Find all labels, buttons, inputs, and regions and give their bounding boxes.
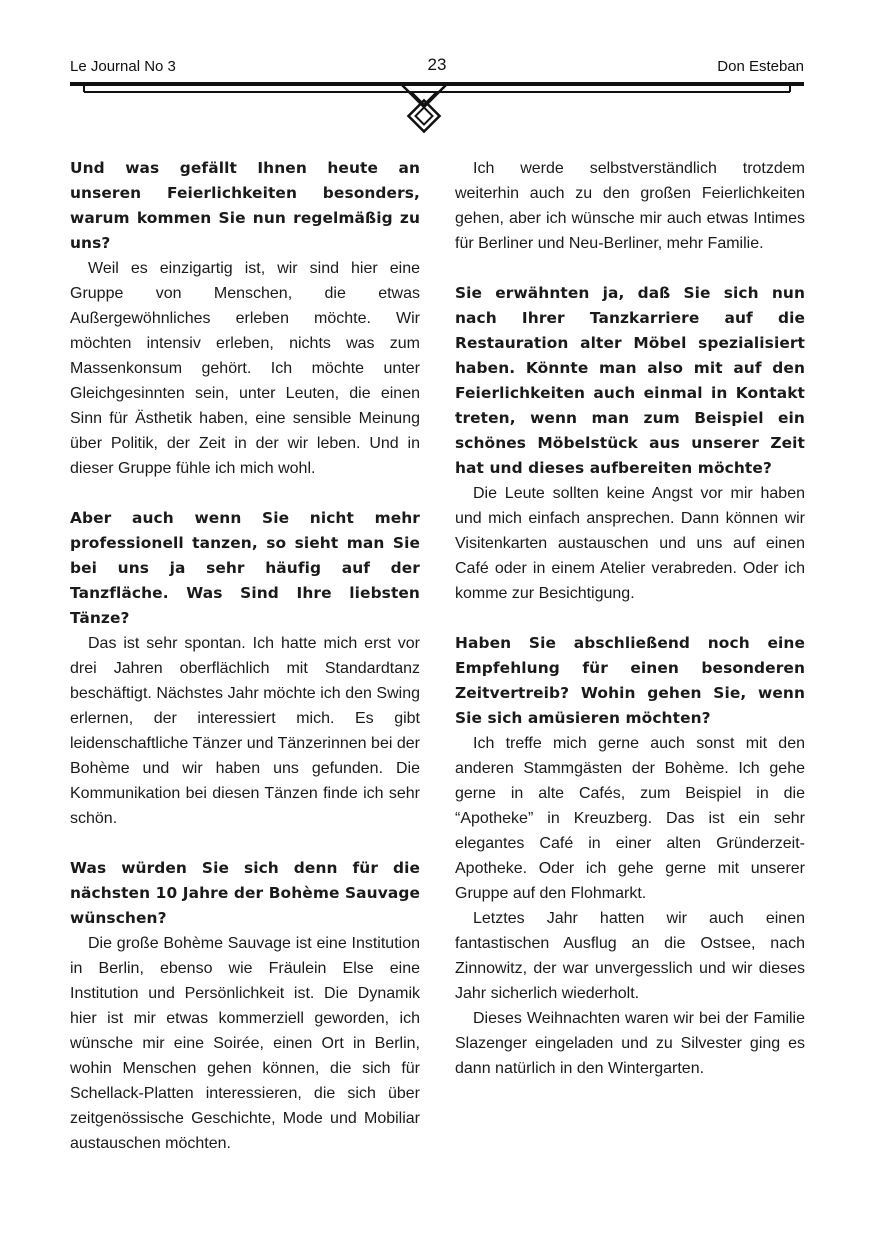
author-name: Don Esteban [717, 58, 804, 75]
journal-title: Le Journal No 3 [70, 58, 176, 75]
right-column [455, 156, 805, 1081]
answer-4: Die Leute sollten keine Angst vor mir haben und mich einfach ansprechen. Dann können wir Visitenkarten austauschen und uns auf einen Café oder in einem Atelier verabreden. Oder ich komme zur Besichtigung. [455, 485, 805, 602]
question-1: Und was gefällt Ihnen heute an unseren Feierlichkeiten besonders, warum kommen Sie nun regelmäßig zu uns? [70, 159, 420, 252]
header-ornament-divider [68, 78, 806, 134]
question-5: Haben Sie abschließend noch eine Empfehlung für einen besonderen Zeitvertreib? Wohin gehen Sie, wenn Sie sich amüsieren möchten? [455, 634, 805, 727]
question-4: Sie erwähnten ja, daß Sie sich nun nach Ihrer Tanzkarriere auf die Restauration alter Möbel spezialisiert haben. Könnte man also mit auf den Feierlichkeiten auch einmal in Kontakt treten, wenn man zum Beispiel ein schönes Möbelstück aus unserer Zeit hat und dieses aufbereiten möchte? [455, 284, 805, 477]
answer-5-paragraph-1: Ich treffe mich gerne auch sonst mit den anderen Stammgästen der Bohème. Ich gehe gerne in alte Cafés, zum Beispiel in die “Apotheke” in Kreuzberg. Das ist ein sehr elegantes Café in einer alten Gründerzeit-Apotheke. Oder ich gehe gerne mit unserer Gruppe auf den Flohmarkt. [455, 735, 805, 902]
answer-1: Weil es einzigartig ist, wir sind hier eine Gruppe von Menschen, die etwas Außergewöhnliches erleben möchte. Wir möchten intensiv erleben, nichts was zum Massenkonsum gehört. Ich möchte unter Gleichgesinnten sein, unter Leuten, die einen Sinn für Ästhetik haben, eine sensible Meinung über Politik, der Zeit in der wir leben. Und in dieser Gruppe fühle ich mich wohl. [70, 260, 420, 477]
answer-3: Die große Bohème Sauvage ist eine Institution in Berlin, ebenso wie Fräulein Else eine Institution und Persönlichkeit ist. Die Dynamik hier ist mir etwas kommerziell geworden, ich wünsche mir eine Soirée, einen Ort in Berlin, wohin Menschen gehen können, die sich für Schellack-Platten interessieren, die sich über zeitgenössische Geschichte, Mode und Mobiliar austauschen möchten. [70, 935, 420, 1152]
answer-5-paragraph-2: Letztes Jahr hatten wir auch einen fantastischen Ausflug an die Ostsee, nach Zinnowitz, der war unvergesslich und wir dieses Jahr sicherlich wiederholt. [455, 910, 805, 1002]
question-2: Aber auch wenn Sie nicht mehr professionell tanzen, so sieht man Sie bei uns ja sehr häufig auf der Tanzfläche. Was Sind Ihre liebsten Tänze? [70, 509, 420, 627]
page-number: 23 [427, 55, 447, 74]
question-3: Was würden Sie sich denn für die nächsten 10 Jahre der Bohème Sauvage wünschen? [70, 859, 420, 927]
left-column [70, 156, 420, 1156]
answer-3-continued: Ich werde selbstverständlich trotzdem weiterhin auch zu den großen Feierlichkeiten gehen, aber ich wünsche mir auch etwas Intimes für Berliner und Neu-Berliner, mehr Familie. [455, 160, 805, 252]
answer-2: Das ist sehr spontan. Ich hatte mich erst vor drei Jahren oberflächlich mit Standardtanz beschäftigt. Nächstes Jahr möchte ich den Swing erlernen, der interessiert mich. Es gibt leidenschaftliche Tänzer und Tänzerinnen bei der Bohème und wir haben uns gefunden. Die Kommunikation bei diesen Tänzen finde ich sehr schön. [70, 635, 420, 827]
answer-5-paragraph-3: Dieses Weihnachten waren wir bei der Familie Slazenger eingeladen und zu Silvester ging es dann natürlich in den Wintergarten. [455, 1010, 805, 1077]
